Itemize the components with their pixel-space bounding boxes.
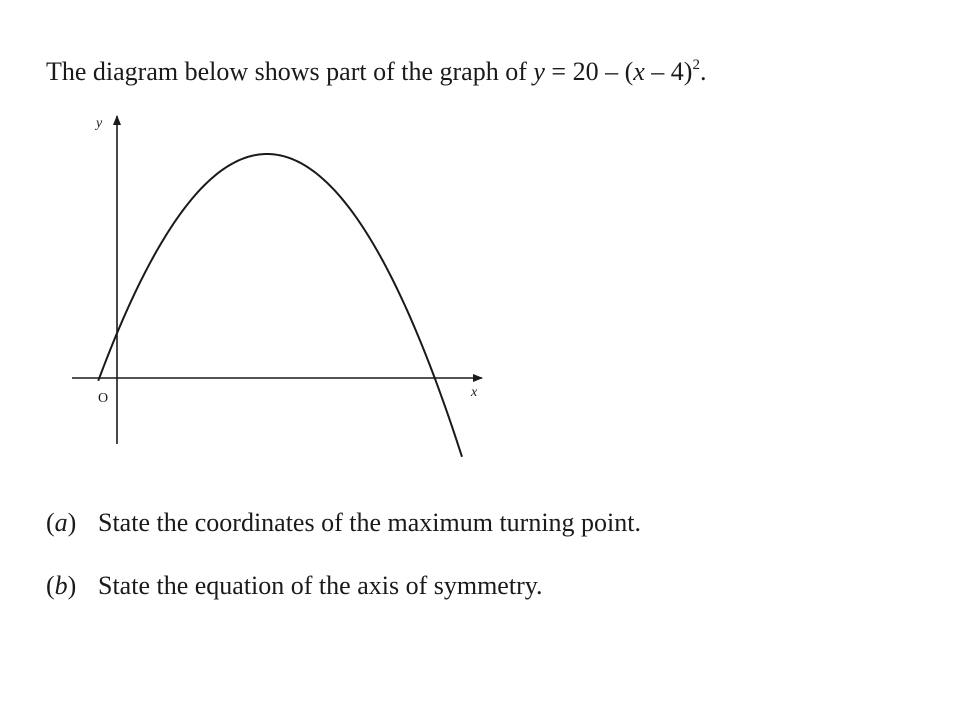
origin-label: O <box>98 391 109 406</box>
x-axis-label: x <box>471 385 478 400</box>
part-a-text: State the coordinates of the maximum turning point. <box>98 508 642 537</box>
question-part-a <box>46 505 641 541</box>
parabola-curve <box>98 154 462 457</box>
intro-period: . <box>699 57 707 86</box>
question-part-b <box>46 568 543 604</box>
intro-exponent: 2 <box>692 57 700 73</box>
intro-eq-end: – 4) <box>644 57 693 86</box>
intro-eq-mid: = 20 – ( <box>544 57 634 86</box>
part-a-label: (a) <box>46 508 77 537</box>
intro-var-x: x <box>633 57 645 86</box>
part-b-text: State the equation of the axis of symmetry. <box>98 571 543 600</box>
intro-var-y: y <box>533 57 545 86</box>
intro-lead: The diagram below shows part of the graph of <box>46 57 534 86</box>
y-axis-label: y <box>96 116 103 131</box>
part-b-label: (b) <box>46 571 77 600</box>
